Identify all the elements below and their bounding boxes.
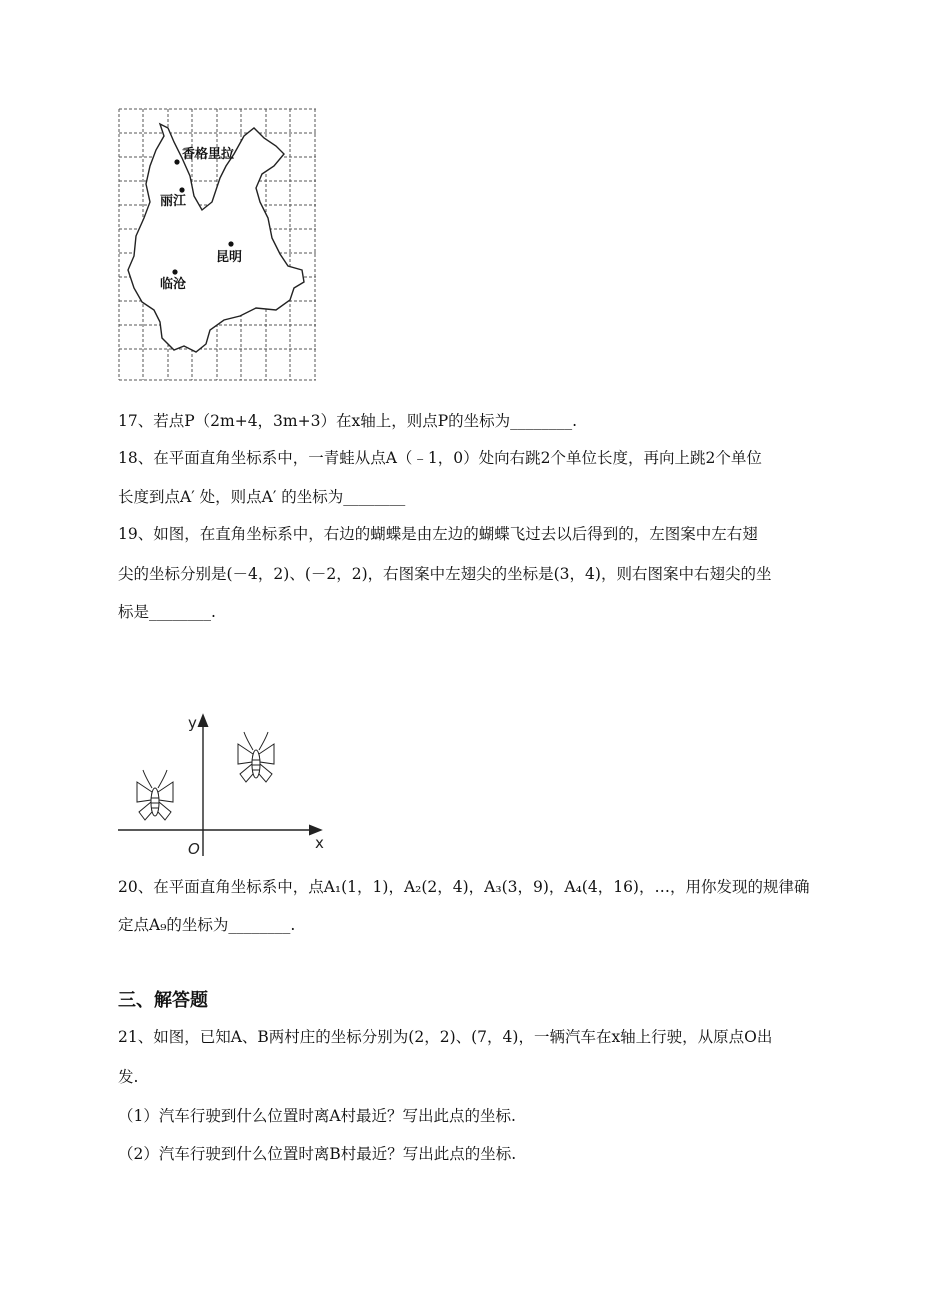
question-17: 17、若点P（2m+4，3m+3）在x轴上，则点P的坐标为________.	[118, 412, 578, 430]
map-label-lincang: 临沧	[160, 277, 187, 292]
question-19-line-3: 标是________.	[118, 603, 216, 621]
question-21-part-1: （1）汽车行驶到什么位置时离A村最近？写出此点的坐标.	[118, 1107, 516, 1125]
right-butterfly-icon	[238, 732, 274, 782]
origin-label: O	[188, 840, 200, 858]
butterfly-figure	[110, 706, 340, 866]
question-19-line-2: 尖的坐标分别是(－4，2)、(－2，2)，右图案中左翅尖的坐标是(3，4)，则右图案中右翅尖的坐	[118, 565, 772, 583]
section-heading: 三、解答题	[118, 990, 208, 1011]
x-axis-label: x	[315, 834, 324, 852]
left-butterfly-icon	[137, 770, 173, 820]
map-label-lijiang: 丽江	[160, 194, 187, 209]
y-axis-label: y	[188, 714, 197, 732]
question-21-line-2: 发.	[118, 1068, 139, 1086]
question-21-line-1: 21、如图，已知A、B两村庄的坐标分别为(2，2)、(7，4)，一辆汽车在x轴上行驶，从原点O出	[118, 1028, 773, 1046]
question-20-line-2: 定点A₉的坐标为________.	[118, 916, 296, 934]
question-18-line-1: 18、在平面直角坐标系中，一青蛙从点A（﹣1，0）处向右跳2个单位长度，再向上跳2个单位	[118, 449, 762, 467]
question-18-line-2: 长度到点A′ 处，则点A′ 的坐标为________	[118, 488, 406, 506]
question-20-line-1: 20、在平面直角坐标系中，点A₁(1，1)，A₂(2，4)，A₃(3，9)，A₄(4，16)，…，用你发现的规律确	[118, 878, 810, 896]
map-label-kunming: 昆明	[216, 250, 243, 265]
question-19-line-1: 19、如图，在直角坐标系中，右边的蝴蝶是由左边的蝴蝶飞过去以后得到的，左图案中左右翅	[118, 525, 758, 543]
map-figure	[116, 106, 320, 384]
map-label-shangri-la: 香格里拉	[182, 147, 235, 162]
question-21-part-2: （2）汽车行驶到什么位置时离B村最近？写出此点的坐标.	[118, 1145, 517, 1163]
